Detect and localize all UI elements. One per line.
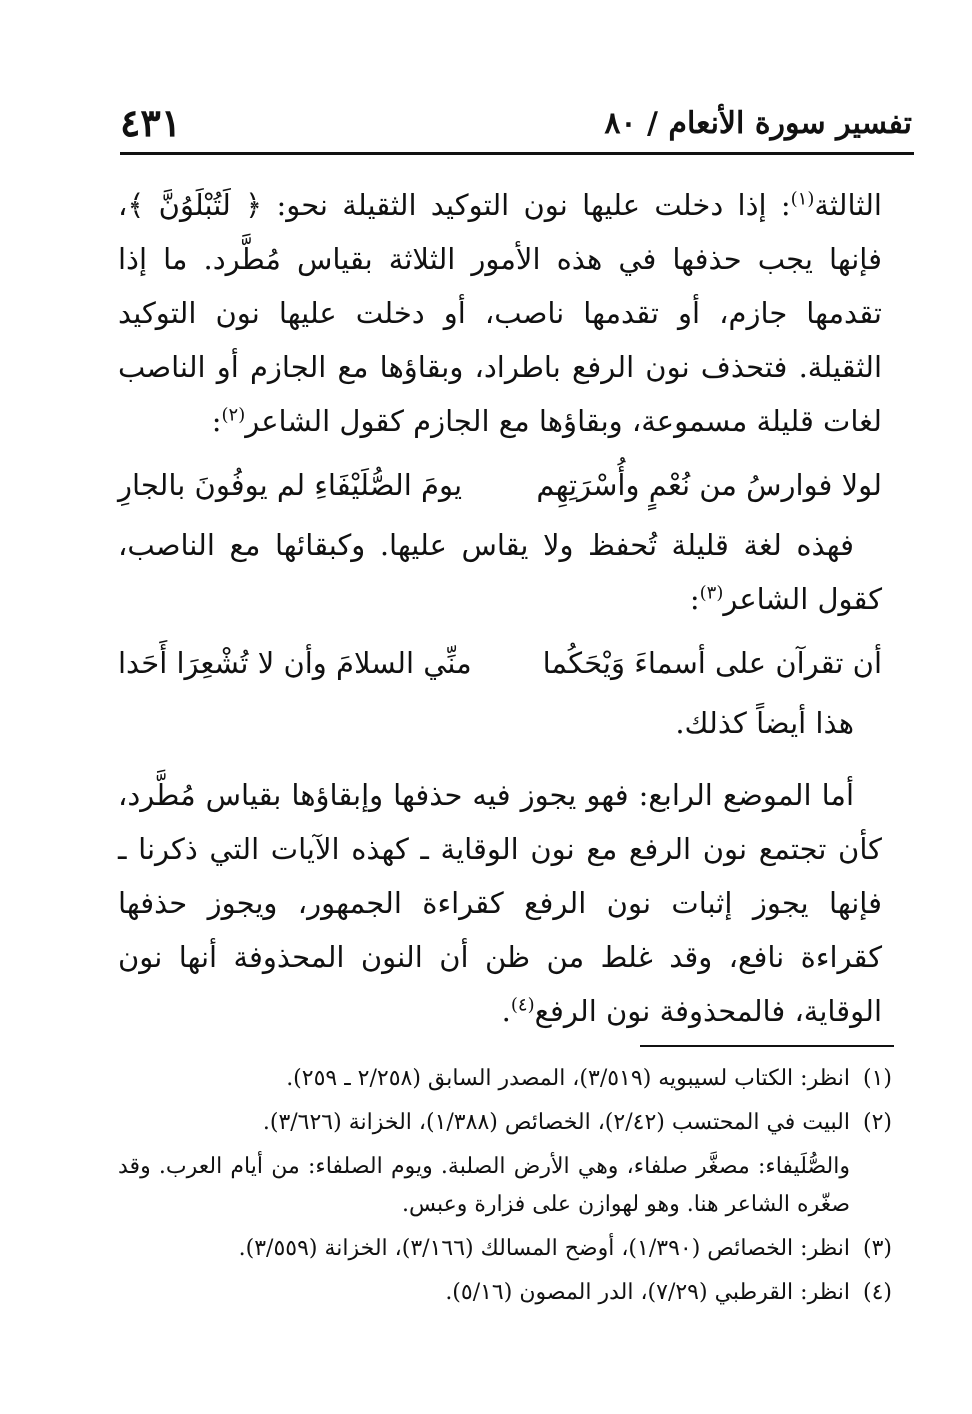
footnote-text: انظر: القرطبي (٧/٢٩)، الدر المصون (٥/١٦). (445, 1280, 850, 1305)
paragraph-tail: : (211, 404, 222, 438)
footnote-text: انظر: الخصائص (١/٣٩٠)، أوضح المسالك (٣/١٦٦)، الخزانة (٣/٥٥٩). (238, 1236, 850, 1261)
footnote-2 (118, 1104, 892, 1142)
header-rule (120, 152, 914, 155)
footnotes-rule (640, 1045, 894, 1047)
paragraph-fourth-case (118, 768, 882, 1038)
poetry-verse-2 (118, 636, 882, 690)
paragraph-text: أما الموضع الرابع: فهو يجوز فيه حذفها وإبقاؤها بقياس مُطَّرد، كأن تجتمع نون الرفع مع نون الوقاية ـ كهذه الآيات التي ذكرنا ـ فإنها يجوز إثبات نون الرفع كقراءة الجمهور، ويجوز حذفها كقراءة نافع، وقد غلط من ظن أن النون المحذوفة أنها نون الوقاية، فالمحذوفة نون الرفع (118, 778, 882, 1028)
paragraph-text: : إذا دخلت عليها نون التوكيد الثقيلة نحو: ﴿ لَتُبْلَوُنَّ ﴾، فإنها يجب حذفها في هذه الأمور الثلاثة بقياس مُطَّرد. ما إذا تقدمها جازم، أو تقدمها ناصب، أو دخلت عليها نون التوكيد الثقيلة. فتحذف نون الرفع باطراد، وبقاؤها مع الجازم أو الناصب لغات قليلة مسموعة، وبقاؤها مع الجازم كقول الشاعر (118, 188, 882, 438)
page-header (120, 100, 912, 152)
footnote-ref-3: (٣) (699, 582, 724, 604)
paragraph-likewise: هذا أيضاً كذلك. (675, 706, 854, 740)
footnote-ref-2: (٢) (221, 404, 246, 426)
verse-first-hemistich: أن تقرآن على أسماءَ وَيْحَكُما (542, 646, 882, 680)
paragraph-text: فهذه لغة قليلة تُحفظ ولا يقاس عليها. وكبقائها مع الناصب، كقول الشاعر (118, 528, 882, 616)
main-text (118, 178, 882, 1038)
footnote-number: (٤) (862, 1280, 892, 1305)
footnote-4 (118, 1274, 892, 1312)
footnote-text: انظر: الكتاب لسيبويه (٣/٥١٩)، المصدر السابق (٢/٢٥٨ ـ ٢٥٩). (286, 1066, 850, 1091)
paragraph-tail: . (501, 994, 511, 1028)
verse-first-hemistich: لولا فوارسُ من نُعْمٍ وأُسْرَتِهِم (536, 468, 882, 502)
paragraph-lead: الثالثة (814, 188, 882, 222)
poetry-verse-1 (118, 458, 882, 512)
running-title: تفسير سورة الأنعام / ٨٠ (604, 106, 912, 141)
footnote-2-gloss: والصُّلَيفاء: مصغَّر صلفاء، وهي الأرض الصلبة. ويوم الصلفاء: من أيام العرب. وقد صغّره الشاعر هنا. وهو لهوازن على فزارة وعبس. (118, 1154, 850, 1217)
verse-second-hemistich: يومَ الصُّلَيْفَاءِ لم يوفُونَ بالجارِ (118, 468, 463, 502)
footnote-ref-1: (١) (790, 188, 815, 210)
page-number: ٤٣١ (120, 100, 182, 145)
verse-second-hemistich: منِّي السلامَ وأن لا تُشْعِرَا أَحَدا (118, 646, 472, 680)
footnote-number: (١) (862, 1066, 892, 1091)
footnote-number: (٢) (862, 1110, 892, 1135)
footnotes (118, 1060, 892, 1318)
footnote-3 (118, 1230, 892, 1268)
footnote-text: البيت في المحتسب (٢/٤٢)، الخصائص (١/٣٨٨)، الخزانة (٣/٦٢٦). (262, 1110, 850, 1135)
footnote-1 (118, 1060, 892, 1098)
footnote-ref-4: (٤) (510, 994, 535, 1016)
footnote-number: (٣) (862, 1236, 892, 1261)
paragraph-rare-usage (118, 518, 882, 626)
paragraph-third-case (118, 178, 882, 448)
paragraph-tail: : (689, 582, 700, 616)
